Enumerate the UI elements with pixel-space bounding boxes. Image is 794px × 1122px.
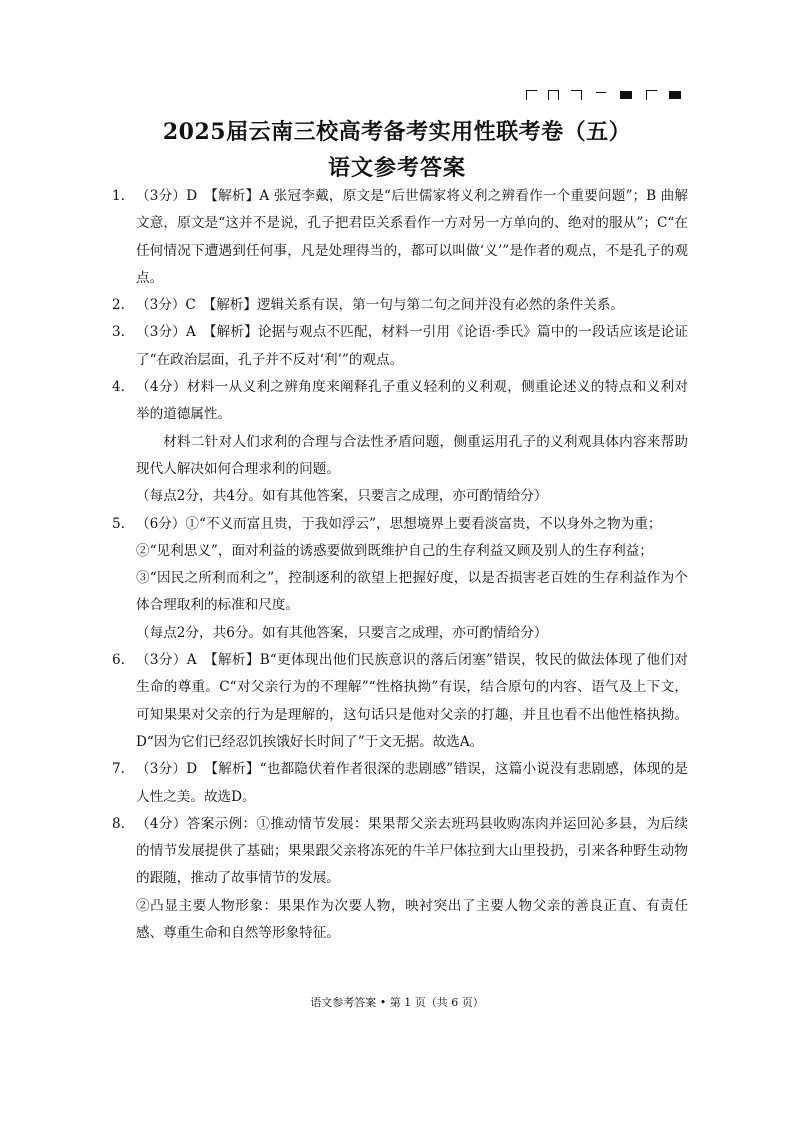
answer-item xyxy=(112,183,688,292)
answer-item xyxy=(112,374,688,510)
page-title: 2025届云南三校高考备考实用性联考卷（五） xyxy=(162,119,632,145)
answer-item xyxy=(112,319,688,374)
exam-code-marks xyxy=(526,88,686,102)
code-mark xyxy=(571,90,582,100)
answer-item xyxy=(112,756,688,811)
item-text: （3分）A 【解析】B“更体现出他们民族意识的落后闭塞”错误，牧民的做法体现了他们对生命的尊重。C“对父亲行为的不理解”“性格执拗”有误，结合原句的内容、语气及上下文，可知果果对父亲的行为是理解的，这句话只是他对父亲的打趣，并且也看不出他性格执拗。D“因为它们已经忍饥挨饿好长时间了”于文无据。故选A。 xyxy=(136,652,688,750)
item-number: 2. xyxy=(112,297,125,314)
item-text: （4分）材料一从义利之辨角度来阐释孔子重义轻利的义利观，侧重论述义的特点和义利对举的道德属性。 xyxy=(136,379,688,423)
code-mark xyxy=(548,90,559,100)
page-footer: 语文参考答案 • 第 1 页（共 6 页） xyxy=(310,996,484,1009)
item-text: （3分）A 【解析】论据与观点不匹配，材料一引用《论语·季氏》篇中的一段话应该是论证了“在政治层面，孔子并不反对‘利’”的观点。 xyxy=(136,324,688,368)
item-number: 7. xyxy=(112,761,125,778)
item-number: 6. xyxy=(112,652,125,669)
code-mark xyxy=(526,90,537,100)
item-text: ②“见利思义”，面对利益的诱惑要做到既维护自己的生存利益又顾及别人的生存利益； xyxy=(136,542,653,559)
answer-item xyxy=(112,811,688,947)
item-text: （3分）C 【解析】逻辑关系有误，第一句与第二句之间并没有必然的条件关系。 xyxy=(136,297,625,314)
item-text: （4分）答案示例：①推动情节发展：果果帮父亲去班玛县收购冻肉并运回沁多县，为后续的情节发展提供了基础；果果跟父亲将冻死的牛羊尸体拉到大山里投扔，引来各种野生动物的跟随，推动了故事情节的发展。 xyxy=(136,815,688,887)
code-mark xyxy=(596,92,606,93)
answer-item xyxy=(112,647,688,756)
code-mark xyxy=(646,90,657,100)
item-text: ②凸显主要人物形象：果果作为次要人物，映衬突出了主要人物父亲的善良正直、有责任感、尊重生命和自然等形象特征。 xyxy=(136,897,688,942)
answer-item xyxy=(112,511,688,647)
item-text: 材料二针对人们求利的合理与合法性矛盾问题，侧重运用孔子的义利观具体内容来帮助现代人解决如何合理求利的问题。 xyxy=(136,433,688,477)
item-text: （3分）D 【解析】“也都隐伏着作者很深的悲剧感”错误，这篇小说没有悲剧感，体现的是人性之美。故选D。 xyxy=(136,761,688,805)
page-subtitle: 语文参考答案 xyxy=(327,155,466,181)
scoring-note: （每点2分，共6分。如有其他答案，只要言之成理，亦可酌情给分） xyxy=(136,624,548,641)
item-text: （6分）①“不义而富且贵，于我如浮云”，思想境界上要看淡富贵，不以身外之物为重； xyxy=(136,515,662,532)
item-number: 1. xyxy=(112,188,125,204)
item-number: 4. xyxy=(112,379,125,396)
answer-item xyxy=(112,292,688,319)
item-number: 3. xyxy=(112,324,125,341)
answer-list xyxy=(112,183,688,947)
item-text: ③“因民之所利而利之”，控制逐利的欲望上把握好度，以是否损害老百姓的生存利益作为个体合理取利的标准和尺度。 xyxy=(136,570,688,614)
item-number: 8. xyxy=(112,815,125,832)
item-number: 5. xyxy=(112,515,125,532)
item-text: （3分）D 【解析】A 张冠李戴，原文是“后世儒家将义利之辨看作一个重要问题”；B 曲解文意，原文是“这并不是说，孔子把君臣关系看作一方对另一方单向的、绝对的服从”；C“在任何情况下遭遇到任何事，凡是处理得当的，都可以叫做‘义’”是作者的观点，不是孔子的观点。 xyxy=(136,188,688,286)
code-mark xyxy=(620,91,632,99)
scoring-note: （每点2分，共4分。如有其他答案，只要言之成理，亦可酌情给分） xyxy=(136,488,548,505)
code-mark xyxy=(669,91,681,99)
